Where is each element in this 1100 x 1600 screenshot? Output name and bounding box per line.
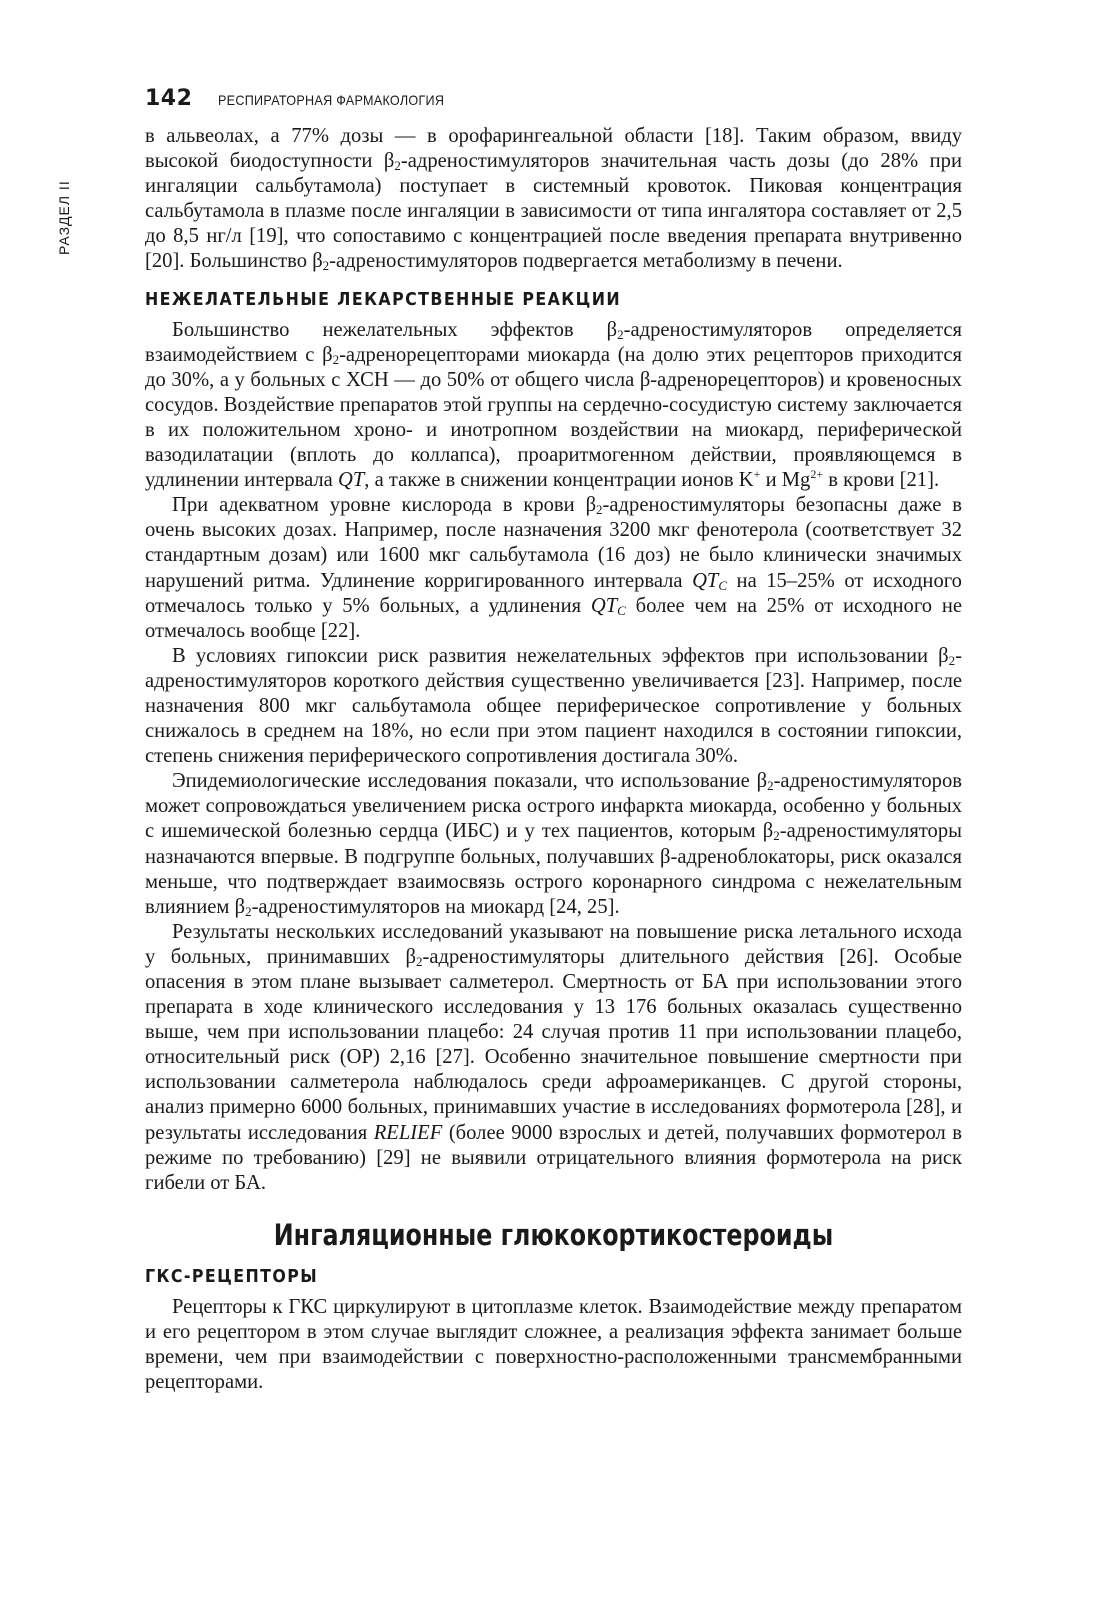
body-paragraph: Большинство нежелательных эффектов $\beta_2$-адреностимуляторов определяется взаимодействием с $\beta_2$-адренорецепторами миокарда (на долю этих рецепторов приходится до 30%, а у больных с ХСН — до 50% от общего числа β-адренорецепторов) и кровеносных сосудов. Воздействие препаратов этой группы на сердечно-сосудистую систему заключается в их положительном хроно- и инотропном воздействии на миокард, периферической вазодилатации (вплоть до коллапса), проаритмогенном действии, проявляющемся в удлинении интервала QT, а также в снижении концентрации ионов K+ и $Mg^{2+}$ в крови [21].: [145, 318, 962, 492]
body-paragraph: В условиях гипоксии риск развития нежелательных эффектов при использовании $\beta_2$-адреностимуляторов короткого действия существенно увеличивается [23]. Например, после назначения 800 мкг сальбутамола общее периферическое сопротивление у больных снижалось в среднем на 18%, но если при этом пациент находился в состоянии гипоксии, степень снижения периферического сопротивления достигала 30%.: [145, 644, 962, 768]
body-paragraph: Результаты нескольких исследований указывают на повышение риска летального исхода у больных, принимавших $\beta_2$-адреностимуляторы длительного действия [26]. Особые опасения в этом плане вызывает салметерол. Смертность от БА при использовании этого препарата в ходе клинического исследования у 13 176 больных оказалась существенно выше, чем при использовании плацебо: 24 случая против 11 при использовании плацебо, относительный риск (ОР) 2,16 [27]. Особенно значительное повышение смертности при использовании салметерола наблюдалось среди афроамериканцев. С другой стороны, анализ примерно 6000 больных, принимавших участие в исследованиях формотерола [28], и результаты исследования RELIEF (более 9000 взрослых и детей, получавших формотерол в режиме по требованию) [29] не выявили отрицательного влияния формотерола на риск гибели от БА.: [145, 920, 962, 1194]
section-heading: НЕЖЕЛАТЕЛЬНЫЕ ЛЕКАРСТВЕННЫЕ РЕАКЦИИ: [145, 288, 622, 310]
page-header: [145, 86, 470, 111]
running-head: РЕСПИРАТОРНАЯ ФАРМАКОЛОГИЯ: [218, 92, 445, 108]
section-heading: ГКС-РЕЦЕПТОРЫ: [145, 1265, 319, 1287]
body-paragraph: При адекватном уровне кислорода в крови $\beta_2$-адреностимуляторы безопасны даже в очень высоких дозах. Например, после назначения 3200 мкг фенотерола (соответствует 32 стандартным дозам) или 1600 мкг сальбутамола (16 доз) не было клинически значимых нарушений ритма. Удлинение корригированного интервала $QT_C$ на 15–25% от исходного отмечалось только у 5% больных, а удлинения $QT_C$ более чем на 25% от исходного не отмечалось вообще [22].: [145, 494, 962, 642]
page-body: [145, 124, 962, 1395]
body-paragraph: Рецепторы к ГКС циркулируют в цитоплазме клеток. Взаимодействие между препаратом и его рецептором в этом случае выглядит сложнее, а реализация эффекта занимает больше времени, чем при взаимодействии с поверхностно-расположенными трансмембранными рецепторами.: [145, 1295, 962, 1394]
body-paragraph: Эпидемиологические исследования показали, что использование $\beta_2$-адреностимуляторов может сопровождаться увеличением риска острого инфаркта миокарда, особенно у больных с ишемической болезнью сердца (ИБС) и у тех пациентов, которым $\beta_2$-адреностимуляторы назначаются впервые. В подгруппе больных, получавших β-адреноблокаторы, риск оказался меньше, что подтверждает взаимосвязь острого коронарного синдрома с нежелательным влиянием $\beta_2$-адреностимуляторов на миокард [24, 25].: [145, 770, 962, 919]
body-paragraph: в альвеолах, а 77% дозы — в орофарингеальной области [18]. Таким образом, ввиду высокой биодоступности $\beta_2$-адреностимуляторов значительная часть дозы (до 28% при ингаляции сальбутамола) поступает в системный кровоток. Пиковая концентрация сальбутамола в плазме после ингаляции в зависимости от типа ингалятора составляет от 2,5 до 8,5 нг/л [19], что сопоставимо с концентрацией после введения препарата внутривенно [20]. Большинство $\beta_2$-адреностимуляторов подвергается метаболизму в печени.: [145, 125, 962, 274]
page-number: 142: [145, 86, 193, 111]
chapter-heading: Ингаляционные глюкокортикостероиды: [273, 1217, 834, 1252]
section-side-label: РАЗДЕЛ II: [56, 180, 72, 255]
